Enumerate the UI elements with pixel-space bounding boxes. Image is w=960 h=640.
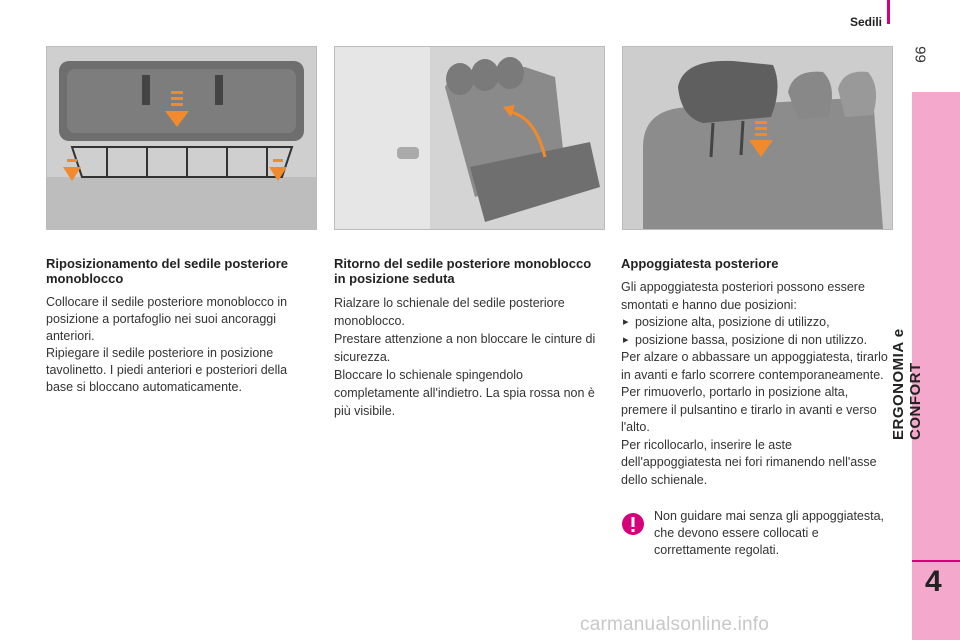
column-title: Appoggiatesta posteriore — [621, 256, 779, 271]
seat-return-photo — [334, 46, 605, 230]
column-title: Riposizionamento del sedile posteriore monoblocco — [46, 256, 288, 286]
column-title: Ritorno del sedile posteriore monoblocco in posizione seduta — [334, 256, 592, 286]
paragraph: Gli appoggiatesta posteriori possono essere smontati e hanno due posizioni: — [621, 280, 865, 312]
seat-folded-photo — [46, 46, 317, 230]
sidebar-divider — [912, 560, 960, 562]
header-accent-bar — [887, 0, 890, 24]
warning-text: Non guidare mai senza gli appoggiatesta, che devono essere collocati e correttamente regolati. — [654, 509, 885, 557]
chapter-title: ERGONOMIA e CONFORT — [890, 328, 924, 440]
list-item: ▸ posizione bassa, posizione di non utilizzo. — [621, 332, 893, 350]
warning-icon — [621, 512, 645, 536]
warning-box — [621, 508, 891, 559]
paragraph: Per alzare o abbassare un appoggiatesta, tirarlo in avanti e farlo scorrere contemporaneamente. — [621, 350, 888, 382]
paragraph: Per ricollocarlo, inserire le aste dell'appoggiatesta nei fori rimanendo nell'asse dello schienale. — [621, 437, 877, 487]
section-title: Sedili — [849, 15, 882, 29]
watermark: carmanualsonline.info — [580, 614, 770, 635]
paragraph: Per rimuoverlo, portarlo in posizione alta, premere il pulsantino e tirarlo in avanti e verso l'alto. — [621, 385, 877, 434]
chapter-number: 4 — [925, 565, 942, 598]
paragraph: Prestare attenzione a non bloccare le cinture di sicurezza. — [334, 332, 596, 364]
column-seat-reposition — [46, 256, 316, 396]
paragraph: Collocare il sedile posteriore monoblocco in posizione a portafoglio nei suoi ancoraggi anteriori. — [46, 295, 288, 343]
paragraph: Bloccare lo schienale spingendolo completamente all'indietro. La spia rossa non è più visibile. — [334, 368, 595, 418]
paragraph: Rialzare lo schienale del sedile posteriore monoblocco. — [334, 296, 565, 328]
list-item: ▸ posizione alta, posizione di utilizzo, — [621, 314, 893, 332]
headrest-photo — [622, 46, 893, 230]
paragraph: Ripiegare il sedile posteriore in posizione tavolinetto. I piedi anteriori e posteriori della base si bloccano automaticamente. — [46, 346, 288, 394]
column-headrest — [621, 256, 893, 489]
page-number: 99 — [911, 46, 929, 63]
column-seat-return — [334, 256, 596, 420]
